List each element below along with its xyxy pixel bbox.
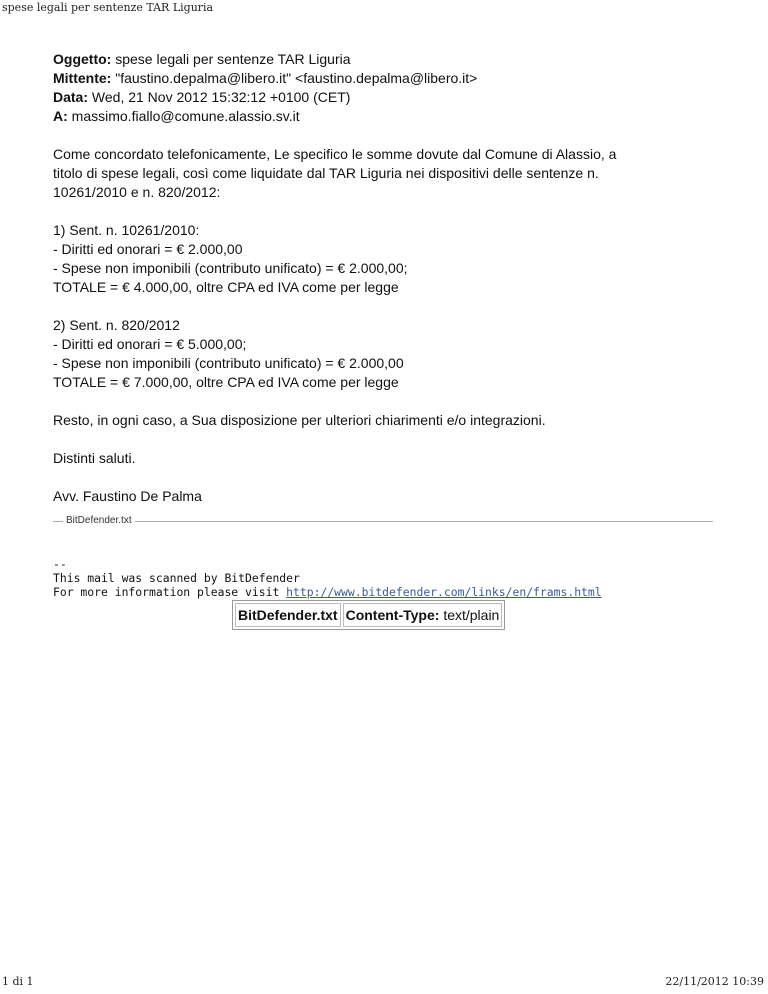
header-recipient <box>53 107 713 126</box>
header-sender-value: "faustino.depalma@libero.it" <faustino.depalma@libero.it> <box>115 70 478 86</box>
attachment-content-type <box>343 603 503 627</box>
header-sender <box>53 69 713 88</box>
email-headers <box>53 50 713 126</box>
body-line: TOTALE = € 7.000,00, oltre CPA ed IVA come per legge <box>53 374 399 390</box>
body-line: - Diritti ed onorari = € 5.000,00; <box>53 336 247 352</box>
header-date-value: Wed, 21 Nov 2012 15:32:12 +0100 (CET) <box>91 89 351 105</box>
body-line: TOTALE = € 4.000,00, oltre CPA ed IVA come per legge <box>53 279 399 295</box>
body-line: 2) Sent. n. 820/2012 <box>53 317 180 333</box>
attachment-separator-label: BitDefender.txt <box>63 515 135 526</box>
header-recipient-value: massimo.fiallo@comune.alassio.sv.it <box>71 108 300 124</box>
header-date <box>53 88 713 107</box>
header-recipient-label: A: <box>53 108 68 124</box>
header-subject-value: spese legali per sentenze TAR Liguria <box>115 51 351 67</box>
attachment-line: -- <box>53 557 67 571</box>
body-closing-1 <box>53 411 713 430</box>
body-intro <box>53 145 713 202</box>
body-line: titolo di spese legali, così come liquidate dal TAR Liguria nei dispositivi delle sentenze n. <box>53 165 599 181</box>
attachment-info-table <box>232 600 505 630</box>
attachment-line: For more information please visit <box>53 585 287 599</box>
body-signature <box>53 487 713 506</box>
body-section-2 <box>53 316 713 392</box>
body-line: - Spese non imponibili (contributo unificato) = € 2.000,00 <box>53 355 404 371</box>
table-row <box>235 603 502 627</box>
bitdefender-link[interactable]: http://www.bitdefender.com/links/en/frams.html <box>286 585 602 599</box>
content-type-label: Content-Type: <box>345 607 440 623</box>
header-date-label: Data: <box>53 89 89 105</box>
attachment-plain-content <box>53 557 602 599</box>
body-line: Distinti saluti. <box>53 450 136 466</box>
header-subject <box>53 50 713 69</box>
email-message <box>53 50 713 506</box>
attachment-filename[interactable]: BitDefender.txt <box>235 603 341 627</box>
content-type-value: text/plain <box>443 607 500 623</box>
print-page-label: 1 di 1 <box>2 975 34 988</box>
header-sender-label: Mittente: <box>53 70 112 86</box>
header-subject-label: Oggetto: <box>53 51 112 67</box>
print-datetime: 22/11/2012 10:39 <box>665 975 764 988</box>
body-line: Come concordato telefonicamente, Le specifico le somme dovute dal Comune di Alassio, a <box>53 146 617 162</box>
body-line: 10261/2010 e n. 820/2012: <box>53 184 221 200</box>
print-header-title: spese legali per sentenze TAR Liguria <box>2 1 214 14</box>
body-line: - Diritti ed onorari = € 2.000,00 <box>53 241 243 257</box>
attachment-line: This mail was scanned by BitDefender <box>53 571 300 585</box>
body-line: 1) Sent. n. 10261/2010: <box>53 222 200 238</box>
body-line: Resto, in ogni caso, a Sua disposizione per ulteriori chiarimenti e/o integrazioni. <box>53 412 546 428</box>
attachment-separator <box>53 521 713 522</box>
body-section-1 <box>53 221 713 297</box>
body-line: - Spese non imponibili (contributo unificato) = € 2.000,00; <box>53 260 408 276</box>
body-closing-2 <box>53 449 713 468</box>
signature-line: Avv. Faustino De Palma <box>53 488 202 504</box>
